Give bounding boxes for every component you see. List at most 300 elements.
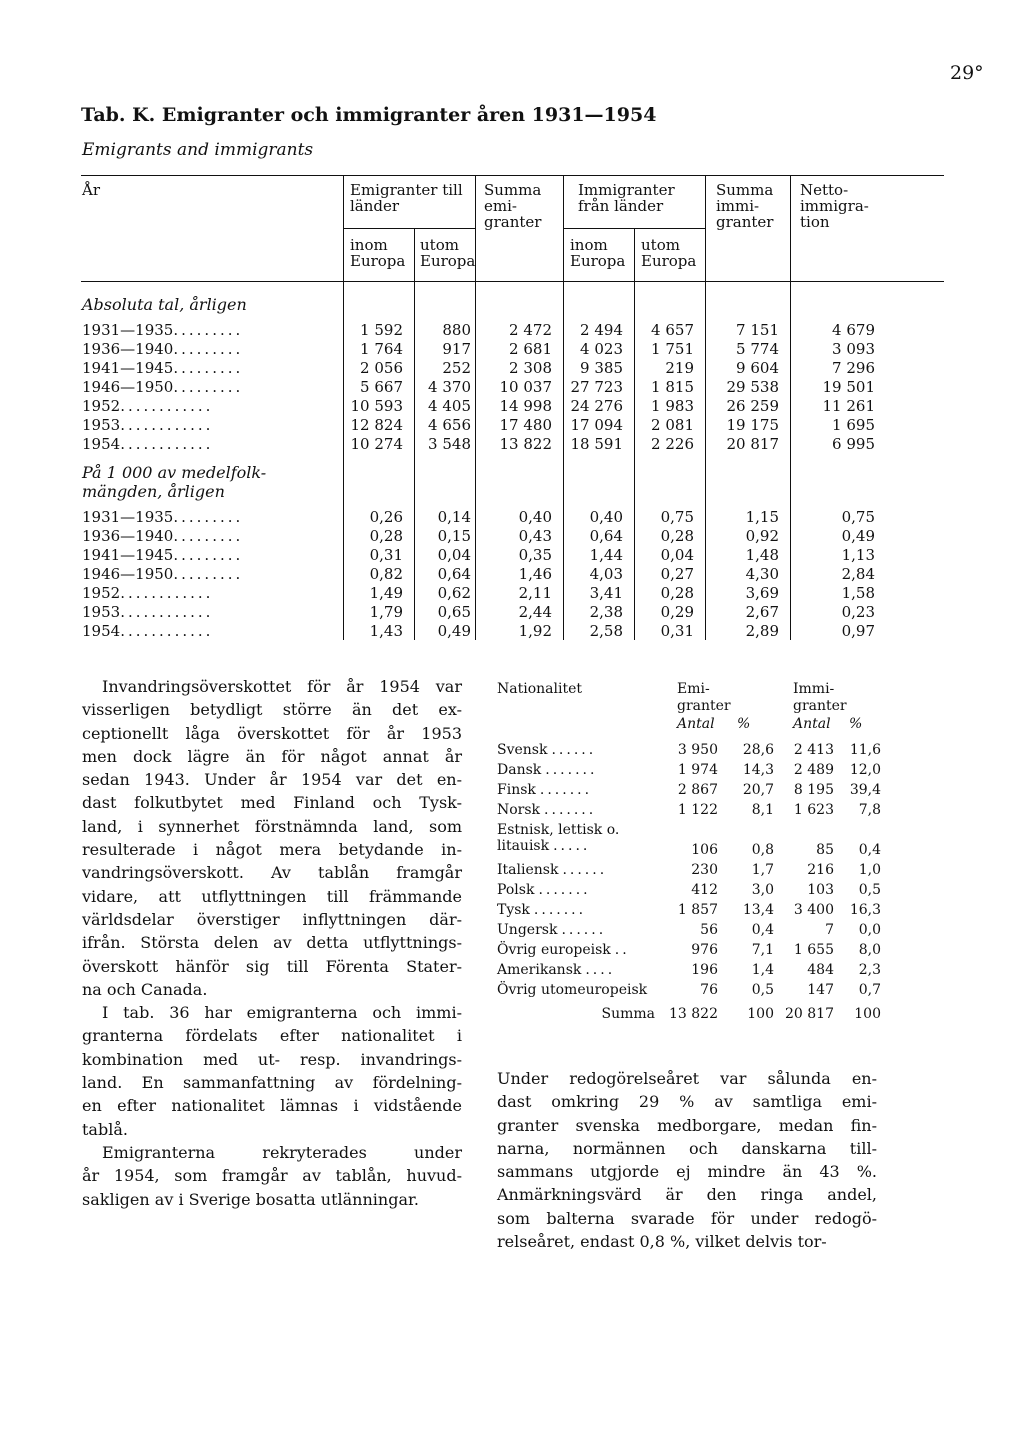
table-cell: 0,28 (660, 527, 694, 545)
nationality-text: litauisk (497, 838, 550, 854)
nat-table-cell: 7,1 (751, 942, 774, 958)
nat-table-cell: 1 122 (677, 802, 718, 818)
table-cell: 5 667 (360, 378, 403, 396)
table-cell: 1 592 (360, 321, 403, 339)
text-line: vandringsöverskott. Av tablån framgår (82, 863, 462, 883)
row-leader-dots: ......... (173, 359, 244, 377)
nat-table-cell: 0,0 (858, 922, 881, 938)
nationality-text: Norsk (497, 802, 541, 818)
row-year: 1952 (82, 397, 121, 415)
text-line: I tab. 36 har emigranterna och immi- (102, 1003, 462, 1023)
row-leader-dots: ....... (539, 782, 593, 798)
header-utom-europa: utom Europa (420, 236, 476, 270)
text-line: dast omkring 29 % av samtliga emi- (497, 1092, 877, 1112)
nat-table-cell: 484 (807, 962, 834, 978)
text-line: men dock lägre än för något annat år (82, 746, 462, 766)
table-cell: 1 751 (651, 340, 694, 358)
nationality-name (497, 982, 647, 998)
row-year-label (82, 603, 213, 621)
row-leader-dots: ............ (120, 416, 214, 434)
table-cell: 0,28 (660, 584, 694, 602)
text-line: överskott hänför sig till Förenta Stater- (82, 956, 462, 976)
table-cell: 2 308 (509, 359, 552, 377)
header-inom-europa: inom Europa (350, 236, 406, 270)
text-line: ceptionellt låga överskottet för år 1953 (82, 723, 462, 743)
nat-table-row (497, 862, 897, 882)
table-cell: 1 695 (832, 416, 875, 434)
table-cell: 4,30 (745, 565, 779, 583)
table-cell: 0,04 (437, 546, 471, 564)
row-leader-dots: ......... (173, 321, 244, 339)
table-cell: 4 023 (580, 340, 623, 358)
table-cell: 0,40 (518, 508, 552, 526)
row-year-label (82, 378, 243, 396)
nat-table-row (497, 782, 897, 802)
nat-table-row (497, 942, 897, 962)
nationality-name (497, 922, 606, 938)
section-label-per-1000: På 1 000 av medelfolk- mängden, årligen (82, 463, 267, 501)
row-year-label (82, 546, 243, 564)
header-utom-europa: utom Europa (641, 236, 697, 270)
table-cell: 0,62 (437, 584, 471, 602)
nat-table-cell: 2 867 (677, 782, 718, 798)
table-cell: 19 175 (726, 416, 779, 434)
text-line: land. En sammanfattning av fördelning- (82, 1073, 462, 1093)
table-top-rule (81, 175, 944, 176)
nat-table-cell: 0,5 (858, 882, 881, 898)
table-cell: 0,31 (660, 622, 694, 640)
table-row (0, 584, 1024, 603)
row-year: 1931—1935 (82, 321, 174, 339)
table-cell: 2 681 (509, 340, 552, 358)
nat-table-cell: 3 950 (677, 742, 718, 758)
table-cell: 1,46 (518, 565, 552, 583)
table-row (0, 546, 1024, 565)
page-number: 29° (950, 62, 984, 84)
table-cell: 0,64 (589, 527, 623, 545)
nat-table-cell: 85 (816, 842, 834, 858)
table-row (0, 397, 1024, 416)
nat-table-cell: 0,7 (858, 982, 881, 998)
table-cell: 4 679 (832, 321, 875, 339)
text-line: kombination med ut- resp. invandrings- (82, 1049, 462, 1069)
table-cell: 1,15 (745, 508, 779, 526)
row-year-label (82, 527, 243, 545)
nat-table-cell: 56 (700, 922, 718, 938)
nationality-name-line (497, 942, 630, 958)
text-line: ifrån. Största delen av detta utflyttnings- (82, 933, 462, 953)
nat-table-cell: 1 623 (793, 802, 834, 818)
row-leader-dots: ......... (173, 378, 244, 396)
nationality-text: Övrig europeisk (497, 942, 611, 958)
text-line: Invandringsöverskottet för år 1954 var (102, 677, 462, 696)
table-row (0, 359, 1024, 378)
nat-table-cell: 28,6 (742, 742, 774, 758)
text-line: dast folkutbytet med Finland och Tysk- (82, 793, 462, 813)
row-year: 1941—1945 (82, 546, 174, 564)
nat-table-cell: 1 857 (677, 902, 718, 918)
table-title: Tab. K. Emigranter och immigranter åren 1931—1954 (81, 104, 657, 126)
table-row (0, 527, 1024, 546)
row-year-label (82, 508, 243, 526)
table-row (0, 603, 1024, 622)
row-year-label (82, 321, 243, 339)
table-cell: 1,44 (589, 546, 623, 564)
row-leader-dots: ...... (561, 922, 607, 938)
table-cell: 19 501 (822, 378, 875, 396)
table-cell: 4,03 (589, 565, 623, 583)
table-cell: 6 995 (832, 435, 875, 453)
nationality-name (497, 802, 596, 818)
nationality-text: Svensk (497, 742, 548, 758)
table-cell: 9 385 (580, 359, 623, 377)
table-cell: 0,49 (437, 622, 471, 640)
nationality-name (497, 962, 615, 978)
text-line: världsdelar överstiger inflyttningen där- (82, 909, 462, 929)
row-leader-dots: ......... (173, 508, 244, 526)
nat-table-cell: 103 (807, 882, 834, 898)
nat-table-cell: 13,4 (742, 902, 774, 918)
row-leader-dots: ............ (120, 397, 214, 415)
table-cell: 1,13 (841, 546, 875, 564)
table-cell: 1 815 (651, 378, 694, 396)
table-cell: 0,75 (660, 508, 694, 526)
nat-table-cell: 76 (700, 982, 718, 998)
table-cell: 0,31 (369, 546, 403, 564)
table-cell: 0,35 (518, 546, 552, 564)
row-leader-dots: ...... (562, 862, 608, 878)
table-row (0, 565, 1024, 584)
nat-header-emigranter: Emi- granter (677, 681, 731, 714)
table-cell: 1,58 (841, 584, 875, 602)
table-cell: 7 151 (736, 321, 779, 339)
table-cell: 2 472 (509, 321, 552, 339)
table-row (0, 435, 1024, 454)
row-year: 1946—1950 (82, 378, 174, 396)
row-year-label (82, 584, 213, 602)
nat-table-cell: 14,3 (742, 762, 774, 778)
nationality-name-line (497, 922, 606, 938)
table-cell: 24 276 (570, 397, 623, 415)
header-year: År (82, 181, 101, 199)
header-nettoimmigration: Netto- immigra- tion (800, 181, 869, 231)
nat-header-immigranter: Immi- granter (793, 681, 847, 714)
table-cell: 2 494 (580, 321, 623, 339)
nationality-text: Amerikansk (497, 962, 582, 978)
nat-header-pct: % (737, 716, 751, 732)
table-cell: 27 723 (570, 378, 623, 396)
table-cell: 1 764 (360, 340, 403, 358)
text-line: år 1954, som framgår av tablån, huvud- (82, 1166, 462, 1186)
nat-table-cell: 3 400 (793, 902, 834, 918)
text-line: granterna fördelats efter nationalitet i (82, 1026, 462, 1046)
summa-label: Summa (601, 1006, 655, 1022)
text-line: narna, normännen och danskarna till- (497, 1138, 877, 1158)
nat-table-cell: 1 974 (677, 762, 718, 778)
nat-table-cell: 7 (825, 922, 834, 938)
nat-table-cell: 16,3 (849, 902, 881, 918)
text-line: sakligen av i Sverige bosatta utlänningar. (82, 1189, 419, 1209)
table-row (0, 340, 1024, 359)
table-cell: 4 657 (651, 321, 694, 339)
nat-header-antal: Antal (793, 716, 831, 732)
table-cell: 3,41 (589, 584, 623, 602)
text-line: sedan 1943. Under år 1954 var det en- (82, 770, 462, 790)
table-cell: 2,38 (589, 603, 623, 621)
text-line: sammans utgjorde ej mindre än 43 %. (497, 1162, 877, 1182)
table-cell: 0,75 (841, 508, 875, 526)
row-year: 1936—1940 (82, 340, 174, 358)
table-cell: 0,97 (841, 622, 875, 640)
table-row (0, 321, 1024, 340)
table-cell: 252 (442, 359, 471, 377)
table-cell: 3 548 (428, 435, 471, 453)
nationality-name (497, 902, 586, 918)
nationality-name-line (497, 822, 619, 838)
header-inom-europa: inom Europa (570, 236, 626, 270)
nationality-name-line (497, 982, 647, 998)
text-line: vidare, att utflyttningen till främmande (82, 886, 462, 906)
nationality-name-line (497, 862, 607, 878)
row-year-label (82, 359, 243, 377)
table-cell: 3,69 (745, 584, 779, 602)
table-cell: 1,49 (369, 584, 403, 602)
nationality-table (497, 675, 897, 1045)
nat-table-cell: 1,0 (858, 862, 881, 878)
nationality-text: Tysk (497, 902, 530, 918)
table-cell: 29 538 (726, 378, 779, 396)
nat-table-cell: 8 195 (793, 782, 834, 798)
table-row (0, 416, 1024, 435)
header-bottom-rule (81, 281, 944, 282)
table-cell: 13 822 (499, 435, 552, 453)
nationality-text: Övrig utomeuropeisk (497, 982, 648, 998)
nat-summa-row (497, 1006, 897, 1026)
text-line: granter svenska medborgare, medan fin- (497, 1115, 877, 1135)
nationality-text: Estnisk, lettisk o. (497, 822, 620, 838)
table-cell: 0,65 (437, 603, 471, 621)
table-cell: 0,29 (660, 603, 694, 621)
table-cell: 2,58 (589, 622, 623, 640)
nat-table-cell: 230 (691, 862, 718, 878)
summa-cell: 20 817 (785, 1006, 834, 1022)
table-cell: 0,82 (369, 565, 403, 583)
nationality-name-line (497, 902, 586, 918)
nationality-name-line (497, 802, 596, 818)
nat-table-cell: 8,0 (858, 942, 881, 958)
table-cell: 917 (442, 340, 471, 358)
text-line: relseåret, endast 0,8 %, vilket delvis tor- (497, 1232, 827, 1252)
row-leader-dots: ....... (533, 902, 587, 918)
nat-table-cell: 196 (691, 962, 718, 978)
table-cell: 1 983 (651, 397, 694, 415)
paragraph (497, 1067, 877, 1253)
nat-table-cell: 1,7 (751, 862, 774, 878)
nationality-name-line (497, 962, 615, 978)
row-leader-dots: ....... (544, 802, 597, 818)
text-line: land, i synnerhet förstnämnda land, som (82, 816, 462, 836)
nat-table-row (497, 922, 897, 942)
nat-table-cell: 412 (691, 882, 718, 898)
nat-table-cell: 7,8 (858, 802, 881, 818)
table-cell: 0,04 (660, 546, 694, 564)
body-text-left (82, 675, 462, 1211)
row-year-label (82, 622, 213, 640)
table-cell: 3 093 (832, 340, 875, 358)
row-leader-dots: ............ (120, 622, 214, 640)
nat-table-row (497, 882, 897, 902)
row-year: 1941—1945 (82, 359, 174, 377)
table-cell: 2,44 (518, 603, 552, 621)
nat-table-row (497, 962, 897, 982)
nat-table-row (497, 982, 897, 1002)
body-text-right (497, 1067, 877, 1253)
nat-table-cell: 0,5 (751, 982, 774, 998)
table-cell: 0,27 (660, 565, 694, 583)
nat-table-cell: 1 655 (793, 942, 834, 958)
nat-table-cell: 39,4 (849, 782, 881, 798)
nationality-name-line (497, 882, 591, 898)
row-leader-dots: ......... (173, 527, 244, 545)
table-cell: 0,28 (369, 527, 403, 545)
row-year: 1954 (82, 622, 121, 640)
table-cell: 14 998 (499, 397, 552, 415)
nationality-name (497, 862, 607, 878)
text-line: na och Canada. (82, 979, 208, 999)
table-cell: 1,92 (518, 622, 552, 640)
table-cell: 10 274 (350, 435, 403, 453)
table-cell: 1,79 (369, 603, 403, 621)
nat-table-cell: 1,4 (751, 962, 774, 978)
table-cell: 0,40 (589, 508, 623, 526)
table-cell: 7 296 (832, 359, 875, 377)
row-leader-dots: ......... (173, 565, 244, 583)
row-year: 1954 (82, 435, 121, 453)
table-cell: 2 081 (651, 416, 694, 434)
table-cell: 1,43 (369, 622, 403, 640)
nationality-name-line (497, 838, 619, 854)
nat-table-cell: 2 489 (793, 762, 834, 778)
text-line: tablå. (82, 1119, 128, 1139)
nat-header-antal: Antal (677, 716, 715, 732)
nationality-text: Finsk (497, 782, 536, 798)
row-year-label (82, 435, 213, 453)
nat-table-cell: 12,0 (849, 762, 881, 778)
row-year: 1936—1940 (82, 527, 174, 545)
row-year-label (82, 340, 243, 358)
table-cell: 5 774 (736, 340, 779, 358)
table-cell: 0,43 (518, 527, 552, 545)
nat-table-row (497, 802, 897, 822)
table-cell: 2,89 (745, 622, 779, 640)
text-line: Under redogörelseåret var sålunda en- (497, 1069, 877, 1088)
row-year: 1952 (82, 584, 121, 602)
table-cell: 4 405 (428, 397, 471, 415)
nat-table-row (497, 762, 897, 782)
table-cell: 11 261 (822, 397, 875, 415)
text-line: visserligen betydligt större än det ex- (82, 700, 462, 720)
header-immigranter-group: Immigranter från länder (578, 181, 675, 215)
summa-cell: 100 (854, 1006, 881, 1022)
nat-table-cell: 2,3 (858, 962, 881, 978)
table-cell: 0,64 (437, 565, 471, 583)
table-cell: 17 094 (570, 416, 623, 434)
table-cell: 9 604 (736, 359, 779, 377)
paragraph (82, 1141, 462, 1211)
row-leader-dots: ...... (551, 742, 597, 758)
text-line: Emigranterna rekryterades under (102, 1142, 462, 1162)
table-cell: 10 037 (499, 378, 552, 396)
section-label-absoluta: Absoluta tal, årligen (82, 295, 247, 314)
nationality-name (497, 882, 591, 898)
nationality-text: Polsk (497, 882, 535, 898)
table-cell: 2,67 (745, 603, 779, 621)
header-summa-immigranter: Summa immi- granter (716, 181, 774, 231)
row-year: 1953 (82, 416, 121, 434)
row-leader-dots: ....... (545, 762, 598, 778)
nationality-name-line (497, 782, 592, 798)
table-row (0, 622, 1024, 641)
nat-table-cell: 3,0 (751, 882, 774, 898)
row-year: 1946—1950 (82, 565, 174, 583)
table-cell: 26 259 (726, 397, 779, 415)
nationality-name-line (497, 762, 597, 778)
summa-cell: 100 (747, 1006, 774, 1022)
nat-table-cell: 0,8 (751, 842, 774, 858)
paragraph (82, 675, 462, 1001)
nat-table-row (497, 822, 897, 862)
row-leader-dots: .. (614, 942, 630, 958)
text-line: en efter nationalitet lämnas i vidstående (82, 1096, 462, 1116)
table-cell: 2 056 (360, 359, 403, 377)
row-year: 1953 (82, 603, 121, 621)
row-leader-dots: ......... (173, 546, 244, 564)
table-cell: 0,14 (437, 508, 471, 526)
header-emigranter-group: Emigranter till länder (350, 181, 463, 215)
nationality-name (497, 942, 630, 958)
nationality-text: Italiensk (497, 862, 559, 878)
nat-table-cell: 8,1 (751, 802, 774, 818)
table-cell: 0,49 (841, 527, 875, 545)
table-subtitle: Emigrants and immigrants (82, 140, 314, 160)
table-cell: 18 591 (570, 435, 623, 453)
table-cell: 2,84 (841, 565, 875, 583)
table-cell: 0,26 (369, 508, 403, 526)
nationality-name (497, 762, 597, 778)
nationality-text: Ungersk (497, 922, 558, 938)
text-line: som balterna svarade för under redogö- (497, 1208, 877, 1228)
table-cell: 17 480 (499, 416, 552, 434)
nat-table-cell: 106 (691, 842, 718, 858)
table-cell: 12 824 (350, 416, 403, 434)
nat-header-nationalitet: Nationalitet (497, 681, 582, 697)
nat-table-cell: 20,7 (742, 782, 774, 798)
table-cell: 4 370 (428, 378, 471, 396)
table-cell: 0,15 (437, 527, 471, 545)
nat-table-cell: 2 413 (793, 742, 834, 758)
text-line: resulterade i något mera betydande in- (82, 840, 462, 860)
emig-group-rule (343, 228, 475, 229)
table-cell: 219 (665, 359, 694, 377)
paragraph (82, 1001, 462, 1141)
nationality-text: Dansk (497, 762, 542, 778)
nat-table-cell: 976 (691, 942, 718, 958)
nat-table-cell: 147 (807, 982, 834, 998)
summa-cell: 13 822 (669, 1006, 718, 1022)
table-cell: 0,23 (841, 603, 875, 621)
nat-table-cell: 0,4 (751, 922, 774, 938)
table-row (0, 378, 1024, 397)
